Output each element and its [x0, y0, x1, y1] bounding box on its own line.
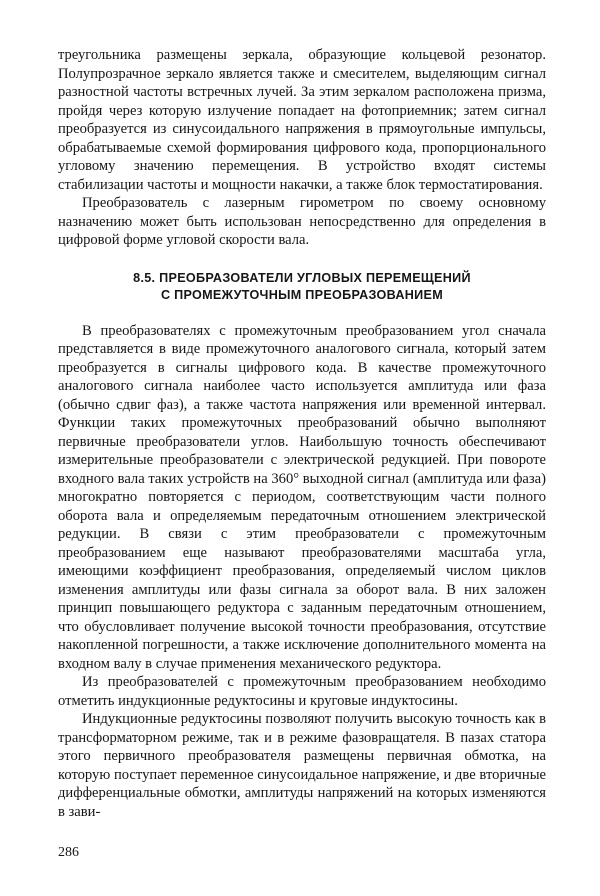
paragraph-reductosyns-intro: Из преобразователей с промежуточным преобразованием необходимо отметить индукционные редуктосины и круговые индуктосины. [58, 674, 546, 709]
page-number: 286 [58, 845, 79, 860]
paragraph-laser-gyrometer: Преобразователь с лазерным гирометром по своему основному назначению может быть использован непосредственно для определения в цифровой форме угловой скорости вала. [58, 195, 546, 248]
paragraph-induction-reductosyns: Индукционные редуктосины позволяют получить высокую точность как в трансформаторном режиме, так и в режиме фазовращателя. В пазах статора этого первичного преобразователя размещены первичная обмотка, на которую поступает переменное синусоидальное напряжение, и две вторичные дифференциальные обмотки, амплитуды напряжений на которых изменяются в зави- [58, 711, 546, 820]
paragraph-intermediate-conversion: В преобразователях с промежуточным преобразованием угол сначала представляется в виде промежуточного аналогового сигнала, который затем преобразуется в сигналы цифрового кода. В качестве промежуточного аналогового сигнала наиболее часто используется амплитуда или фаза (обычно сдвиг фаз), а также частота напряжения или временной интервал. Функции таких промежуточных преобразований обычно выполняют первичные преобразователи углов. Наибольшую точность обеспечивают измерительные преобразователи с электрической редукцией. При повороте входного вала таких устройств на 360° выходной сигнал (амплитуда или фаза) многократно повторяется с периодом, соответствующим части полного оборота вала и определяемым передаточным отношением электрической редукции. В связи с этим преобразователи с промежуточным преобразованием еще называют преобразователями масштаба угла, имеющими коэффициент преобразования, определяемый числом циклов изменения амплитуды или фазы сигнала за оборот вала. В них заложен принцип повышающего редуктора с заданным передаточным отношением, что обусловливает получение высокой точности преобразования, отсутствие накопленной погрешности, а также исключение дополнительного момента на входном валу в случае применения механического редуктора. [58, 322, 546, 672]
paragraph-continuation: треугольника размещены зеркала, образующие кольцевой резонатор. Полупрозрачное зеркало является также и смесителем, выделяющим сигнал разностной частоты встречных лучей. За этим зеркалом расположена призма, пройдя через которую излучение попадает на фотоприемник; затем сигнал преобразуется из синусоидального напряжения в прямоугольные импульсы, обрабатываемые схемой формирования цифрового кода, пропорционального угловому значению перемещения. В устройство входят системы стабилизации частоты и мощности накачки, а также блок термостатирования. [58, 47, 546, 193]
section-heading-line-1: 8.5. ПРЕОБРАЗОВАТЕЛИ УГЛОВЫХ ПЕРЕМЕЩЕНИЙ [133, 270, 471, 285]
section-heading-line-2: С ПРОМЕЖУТОЧНЫМ ПРЕОБРАЗОВАНИЕМ [160, 287, 444, 302]
section-heading [58, 270, 546, 304]
page-content [58, 46, 546, 821]
